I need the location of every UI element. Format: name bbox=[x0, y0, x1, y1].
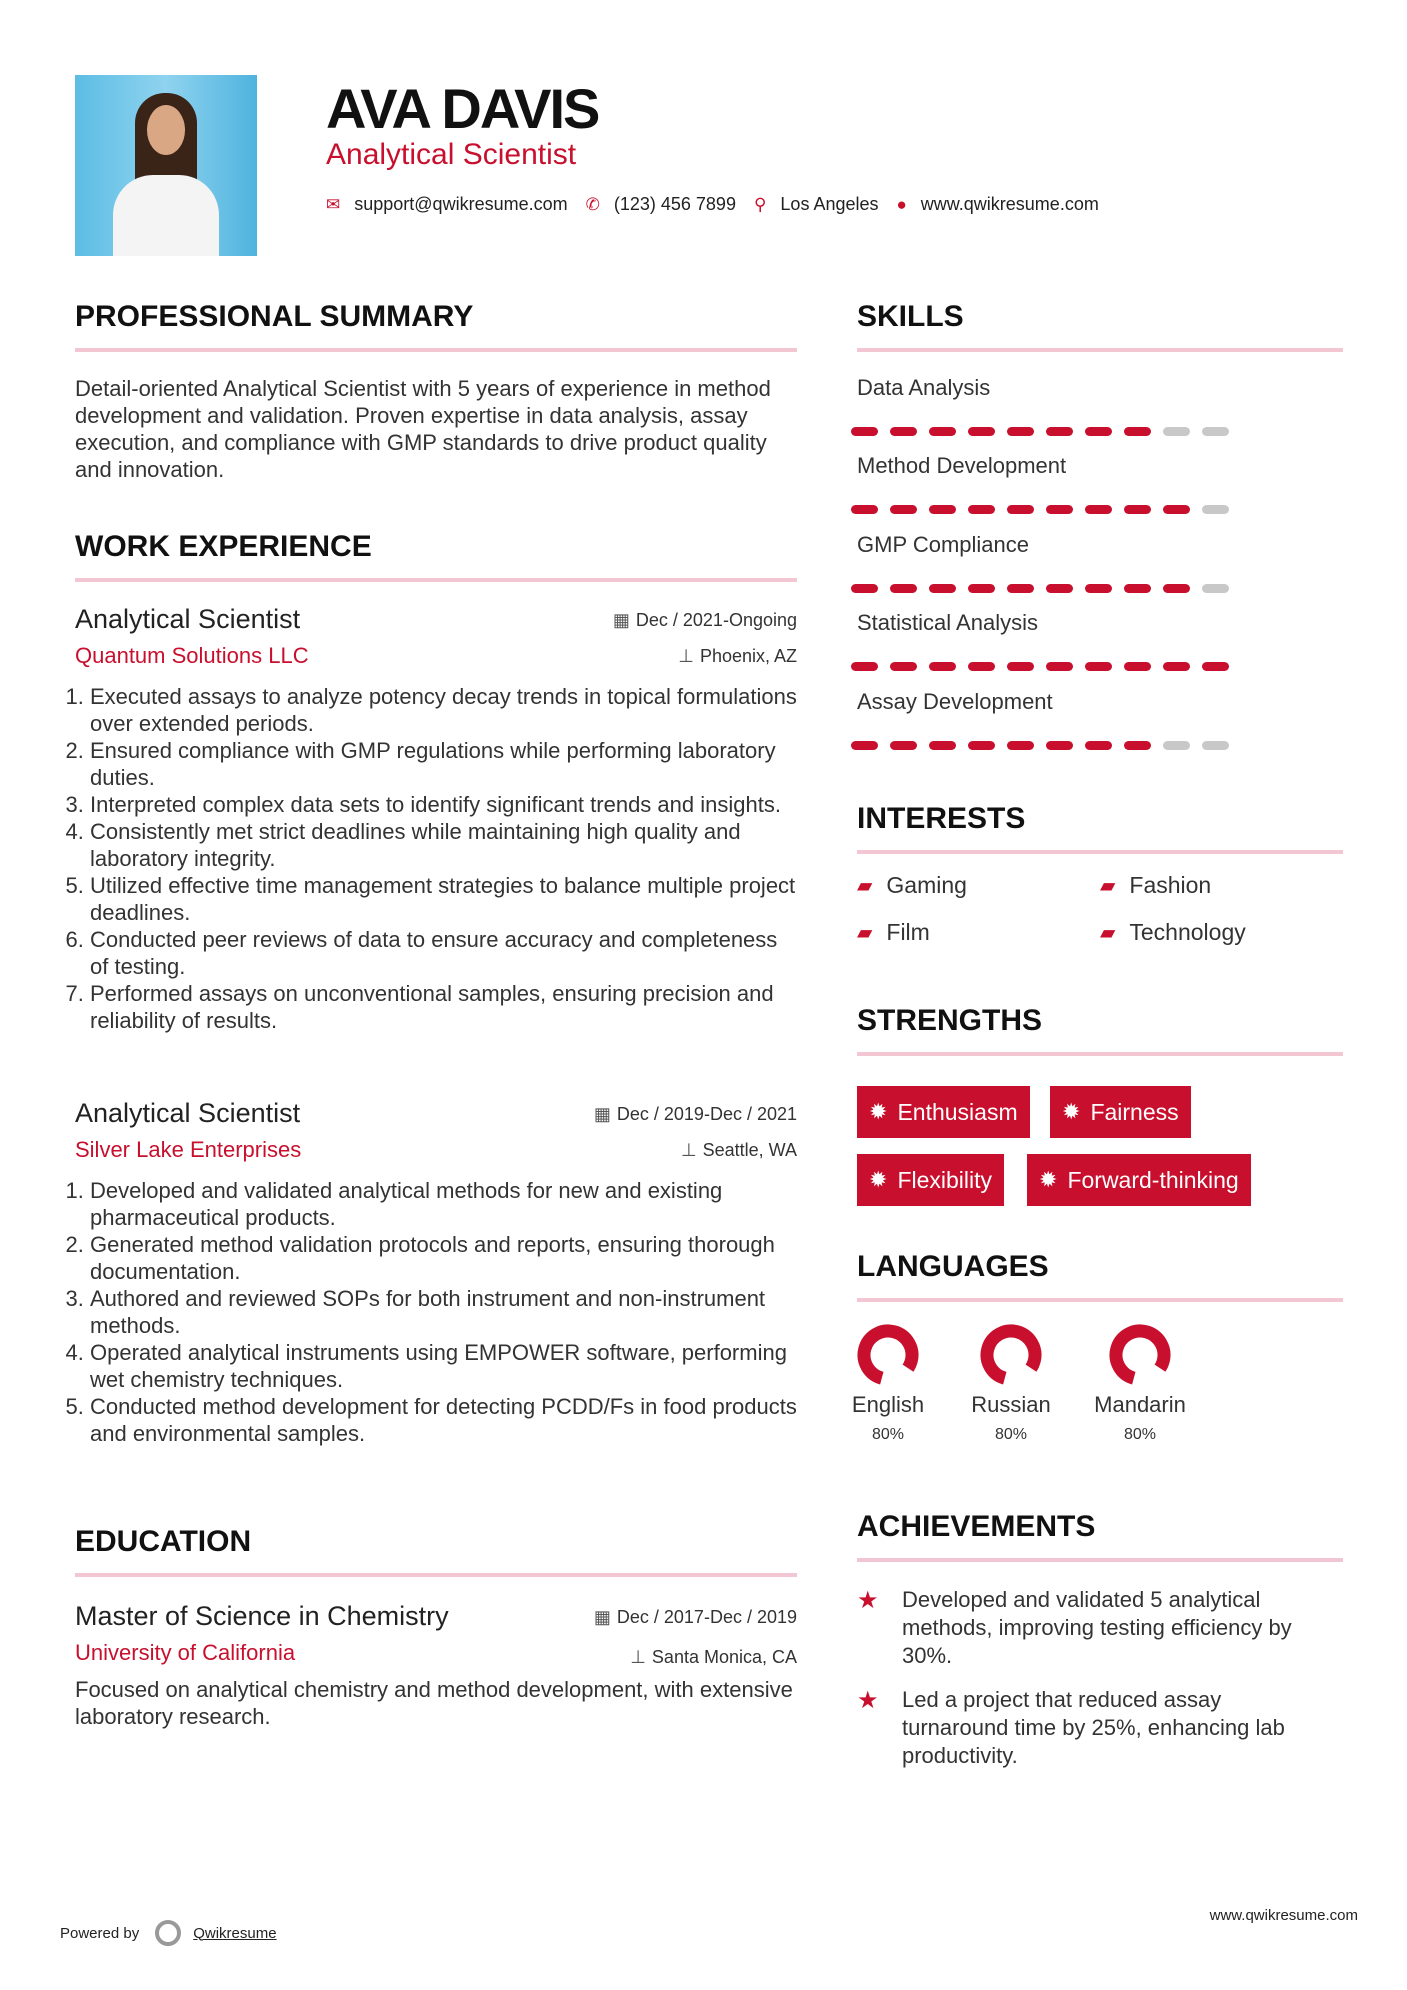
skills-heading: SKILLS bbox=[857, 300, 964, 333]
school-name: University of California bbox=[75, 1640, 296, 1665]
skill-dash-filled bbox=[968, 505, 995, 514]
summary-text: Detail-oriented Analytical Scientist with 5 years of experience in method development and validation. Proven expertise in data analysis, assay execution, and compliance with GMP standards to drive product quality and innovation. bbox=[75, 376, 771, 482]
contact-email[interactable]: support@qwikresume.com bbox=[354, 194, 568, 214]
interest-item bbox=[1100, 919, 1246, 946]
skill-rating bbox=[851, 662, 1241, 671]
language-ring bbox=[978, 1322, 1044, 1388]
skill-dash-filled bbox=[1007, 741, 1034, 750]
skill-dash-filled bbox=[1163, 505, 1190, 514]
skill-dash-filled bbox=[1046, 741, 1073, 750]
education-location bbox=[630, 1647, 797, 1668]
interest-label: Gaming bbox=[886, 872, 967, 898]
book-icon: ▰ bbox=[1100, 922, 1116, 944]
skill-label: GMP Compliance bbox=[857, 532, 1029, 557]
degree: Master of Science in Chemistry bbox=[75, 1601, 449, 1631]
skill-dash-filled bbox=[968, 427, 995, 436]
interest-item bbox=[857, 919, 930, 946]
language-item bbox=[1080, 1322, 1200, 1444]
skill-dash-filled bbox=[851, 505, 878, 514]
education-dates bbox=[594, 1607, 797, 1628]
duty-item: 5. Conducted method development for detecting PCDD/Fs in food products and environmental samples. bbox=[90, 1393, 797, 1447]
interest-item bbox=[1100, 872, 1211, 899]
language-item bbox=[951, 1322, 1071, 1444]
pushpin-icon: ⊥ bbox=[680, 1140, 697, 1160]
skill-dash-filled bbox=[851, 427, 878, 436]
language-name: Mandarin bbox=[1094, 1392, 1186, 1417]
education-location-text: Santa Monica, CA bbox=[651, 1647, 797, 1667]
skill-dash-filled bbox=[1163, 662, 1190, 671]
skill-dash-empty bbox=[1202, 505, 1229, 514]
interest-label: Technology bbox=[1129, 919, 1246, 945]
duty-item: 4. Consistently met strict deadlines while maintaining high quality and laboratory integrity. bbox=[90, 818, 797, 872]
skill-dash-filled bbox=[1124, 662, 1151, 671]
section-divider bbox=[857, 850, 1343, 854]
experience-heading: WORK EXPERIENCE bbox=[75, 530, 372, 563]
achievement-text: Developed and validated 5 analytical methods, improving testing efficiency by 30%. bbox=[902, 1587, 1292, 1668]
language-name: Russian bbox=[971, 1392, 1051, 1417]
section-divider bbox=[75, 348, 797, 352]
book-icon: ▰ bbox=[857, 875, 873, 897]
profile-photo bbox=[75, 75, 257, 256]
job-location bbox=[678, 646, 797, 667]
achievement-text: Led a project that reduced assay turnaround time by 25%, enhancing lab productivity. bbox=[902, 1687, 1285, 1768]
duty-item: 6. Conducted peer reviews of data to ensure accuracy and completeness of testing. bbox=[90, 926, 797, 980]
interests-heading: INTERESTS bbox=[857, 802, 1026, 835]
skill-dash-filled bbox=[890, 505, 917, 514]
strength-label: Flexibility bbox=[897, 1166, 993, 1193]
section-divider bbox=[857, 348, 1343, 352]
skill-dash-filled bbox=[1007, 584, 1034, 593]
achievement-item bbox=[857, 1686, 1327, 1770]
language-progress-arc bbox=[859, 1326, 918, 1385]
company-name: Quantum Solutions LLC bbox=[75, 643, 309, 668]
footer-powered bbox=[60, 1920, 277, 1946]
skill-dash-filled bbox=[1085, 584, 1112, 593]
job-dates bbox=[594, 1104, 797, 1125]
achievement-item bbox=[857, 1586, 1327, 1670]
skill-dash-filled bbox=[890, 427, 917, 436]
skill-dash-filled bbox=[851, 662, 878, 671]
education-description: Focused on analytical chemistry and method development, with extensive laboratory research. bbox=[75, 1677, 793, 1729]
skill-dash-filled bbox=[1007, 505, 1034, 514]
strength-label: Forward-thinking bbox=[1067, 1166, 1239, 1193]
skill-dash-filled bbox=[1085, 741, 1112, 750]
company-name: Silver Lake Enterprises bbox=[75, 1137, 302, 1162]
job-dates-text: Dec / 2021-Ongoing bbox=[635, 610, 797, 630]
skill-dash-filled bbox=[929, 741, 956, 750]
powered-by-label: Powered by bbox=[60, 1924, 140, 1942]
skill-dash-filled bbox=[1007, 427, 1034, 436]
strengths-heading: STRENGTHS bbox=[857, 1004, 1043, 1037]
skill-dash-filled bbox=[1046, 427, 1073, 436]
skill-dash-filled bbox=[1085, 505, 1112, 514]
duty-item: 1. Executed assays to analyze potency decay trends in topical formulations over extended periods. bbox=[90, 683, 797, 737]
job-entry bbox=[75, 604, 797, 1034]
strength-label: Enthusiasm bbox=[897, 1098, 1018, 1125]
section-divider bbox=[75, 1573, 797, 1577]
skill-dash-filled bbox=[1124, 505, 1151, 514]
qwikresume-logo-icon bbox=[155, 1920, 181, 1946]
interest-item bbox=[857, 872, 967, 899]
skill-dash-filled bbox=[851, 741, 878, 750]
duty-item: 7. Performed assays on unconventional samples, ensuring precision and reliability of results. bbox=[90, 980, 797, 1034]
candidate-title: Analytical Scientist bbox=[326, 138, 577, 171]
skill-dash-empty bbox=[1202, 741, 1229, 750]
strength-label: Fairness bbox=[1090, 1098, 1179, 1125]
education-entry bbox=[75, 1601, 797, 1730]
summary-heading: PROFESSIONAL SUMMARY bbox=[75, 300, 474, 333]
calendar-icon: ▦ bbox=[612, 610, 630, 630]
candidate-name: AVA DAVIS bbox=[326, 77, 599, 140]
footer-url[interactable]: www.qwikresume.com bbox=[1209, 1907, 1358, 1924]
skill-dash-filled bbox=[890, 584, 917, 593]
skill-dash-filled bbox=[1163, 584, 1190, 593]
phone-icon: ✆ bbox=[585, 194, 600, 214]
job-title: Analytical Scientist bbox=[75, 604, 301, 634]
languages-heading: LANGUAGES bbox=[857, 1250, 1049, 1283]
skill-dash-filled bbox=[929, 662, 956, 671]
badge-icon: ✹ bbox=[869, 1099, 888, 1124]
skill-dash-filled bbox=[968, 662, 995, 671]
duty-item: 3. Interpreted complex data sets to identify significant trends and insights. bbox=[90, 791, 797, 818]
achievements-heading: ACHIEVEMENTS bbox=[857, 1510, 1096, 1543]
skill-rating bbox=[851, 741, 1241, 750]
contact-phone[interactable]: (123) 456 7899 bbox=[613, 194, 736, 214]
skill-dash-empty bbox=[1202, 427, 1229, 436]
language-progress-arc bbox=[1111, 1326, 1170, 1385]
skill-dash-filled bbox=[1046, 505, 1073, 514]
job-duties bbox=[72, 1177, 797, 1447]
job-location-text: Phoenix, AZ bbox=[699, 646, 797, 666]
skill-dash-filled bbox=[1085, 427, 1112, 436]
skill-dash-filled bbox=[851, 584, 878, 593]
skill-dash-filled bbox=[1202, 662, 1229, 671]
skill-dash-filled bbox=[1124, 741, 1151, 750]
skill-dash-filled bbox=[890, 662, 917, 671]
skill-rating bbox=[851, 505, 1241, 514]
interest-label: Film bbox=[886, 919, 930, 945]
language-ring bbox=[1107, 1322, 1173, 1388]
skill-dash-filled bbox=[1046, 584, 1073, 593]
skill-rating bbox=[851, 427, 1241, 436]
language-percent: 80% bbox=[871, 1426, 905, 1443]
language-name: English bbox=[851, 1392, 925, 1417]
envelope-icon: ✉ bbox=[326, 194, 341, 214]
duty-item: 1. Developed and validated analytical methods for new and existing pharmaceutical products. bbox=[90, 1177, 797, 1231]
language-percent: 80% bbox=[1123, 1426, 1157, 1443]
calendar-icon: ▦ bbox=[593, 1104, 611, 1124]
job-title: Analytical Scientist bbox=[75, 1098, 301, 1128]
skill-dash-filled bbox=[1085, 662, 1112, 671]
duty-item: 2. Generated method validation protocols and reports, ensuring thorough documentation. bbox=[90, 1231, 797, 1285]
skill-rating bbox=[851, 584, 1241, 593]
skill-dash-empty bbox=[1202, 584, 1229, 593]
strength-tag bbox=[1050, 1086, 1191, 1138]
skill-label: Assay Development bbox=[857, 689, 1053, 714]
duty-item: 4. Operated analytical instruments using EMPOWER software, performing wet chemistry techniques. bbox=[90, 1339, 797, 1393]
duty-item: 2. Ensured compliance with GMP regulations while performing laboratory duties. bbox=[90, 737, 797, 791]
language-ring bbox=[855, 1322, 921, 1388]
strength-tag bbox=[1027, 1154, 1251, 1206]
skill-dash-empty bbox=[1163, 741, 1190, 750]
skill-dash-filled bbox=[1124, 584, 1151, 593]
badge-icon: ✹ bbox=[1039, 1167, 1058, 1192]
contact-location: Los Angeles bbox=[780, 194, 879, 214]
strength-tag bbox=[857, 1086, 1030, 1138]
interest-label: Fashion bbox=[1129, 872, 1212, 898]
skill-dash-filled bbox=[968, 584, 995, 593]
job-location bbox=[681, 1140, 797, 1161]
book-icon: ▰ bbox=[857, 922, 873, 944]
skill-dash-empty bbox=[1163, 427, 1190, 436]
section-divider bbox=[857, 1558, 1343, 1562]
calendar-icon: ▦ bbox=[593, 1607, 611, 1627]
contact-bar bbox=[326, 194, 1117, 215]
language-progress-arc bbox=[982, 1326, 1041, 1385]
star-icon: ★ bbox=[857, 1687, 879, 1714]
book-icon: ▰ bbox=[1100, 875, 1116, 897]
pushpin-icon: ⊥ bbox=[630, 1647, 646, 1667]
duty-item: 5. Utilized effective time management strategies to balance multiple project deadlines. bbox=[90, 872, 797, 926]
contact-website[interactable]: www.qwikresume.com bbox=[920, 194, 1099, 214]
job-dates-text: Dec / 2019-Dec / 2021 bbox=[616, 1104, 797, 1124]
language-item bbox=[828, 1322, 948, 1444]
job-duties bbox=[72, 683, 797, 1034]
badge-icon: ✹ bbox=[1062, 1099, 1081, 1124]
brand-link[interactable]: Qwikresume bbox=[193, 1924, 277, 1942]
skill-dash-filled bbox=[1007, 662, 1034, 671]
section-divider bbox=[857, 1052, 1343, 1056]
skill-dash-filled bbox=[1046, 662, 1073, 671]
globe-icon: ● bbox=[896, 194, 907, 214]
skill-dash-filled bbox=[929, 505, 956, 514]
strength-tag bbox=[857, 1154, 1004, 1206]
education-heading: EDUCATION bbox=[75, 1525, 252, 1558]
skill-dash-filled bbox=[890, 741, 917, 750]
skill-dash-filled bbox=[1124, 427, 1151, 436]
section-divider bbox=[75, 578, 797, 582]
pushpin-icon: ⊥ bbox=[678, 646, 694, 666]
skill-label: Statistical Analysis bbox=[857, 610, 1038, 635]
job-location-text: Seattle, WA bbox=[702, 1140, 797, 1160]
skill-dash-filled bbox=[929, 427, 956, 436]
language-percent: 80% bbox=[994, 1426, 1028, 1443]
skill-label: Method Development bbox=[857, 453, 1067, 478]
section-divider bbox=[857, 1298, 1343, 1302]
duty-item: 3. Authored and reviewed SOPs for both instrument and non-instrument methods. bbox=[90, 1285, 797, 1339]
job-entry bbox=[75, 1098, 797, 1447]
star-icon: ★ bbox=[857, 1587, 879, 1614]
skill-dash-filled bbox=[929, 584, 956, 593]
skill-dash-filled bbox=[968, 741, 995, 750]
map-marker-icon: ⚲ bbox=[753, 194, 767, 214]
education-dates-text: Dec / 2017-Dec / 2019 bbox=[616, 1607, 797, 1627]
skill-label: Data Analysis bbox=[857, 375, 991, 400]
badge-icon: ✹ bbox=[869, 1167, 888, 1192]
job-dates bbox=[613, 610, 797, 631]
